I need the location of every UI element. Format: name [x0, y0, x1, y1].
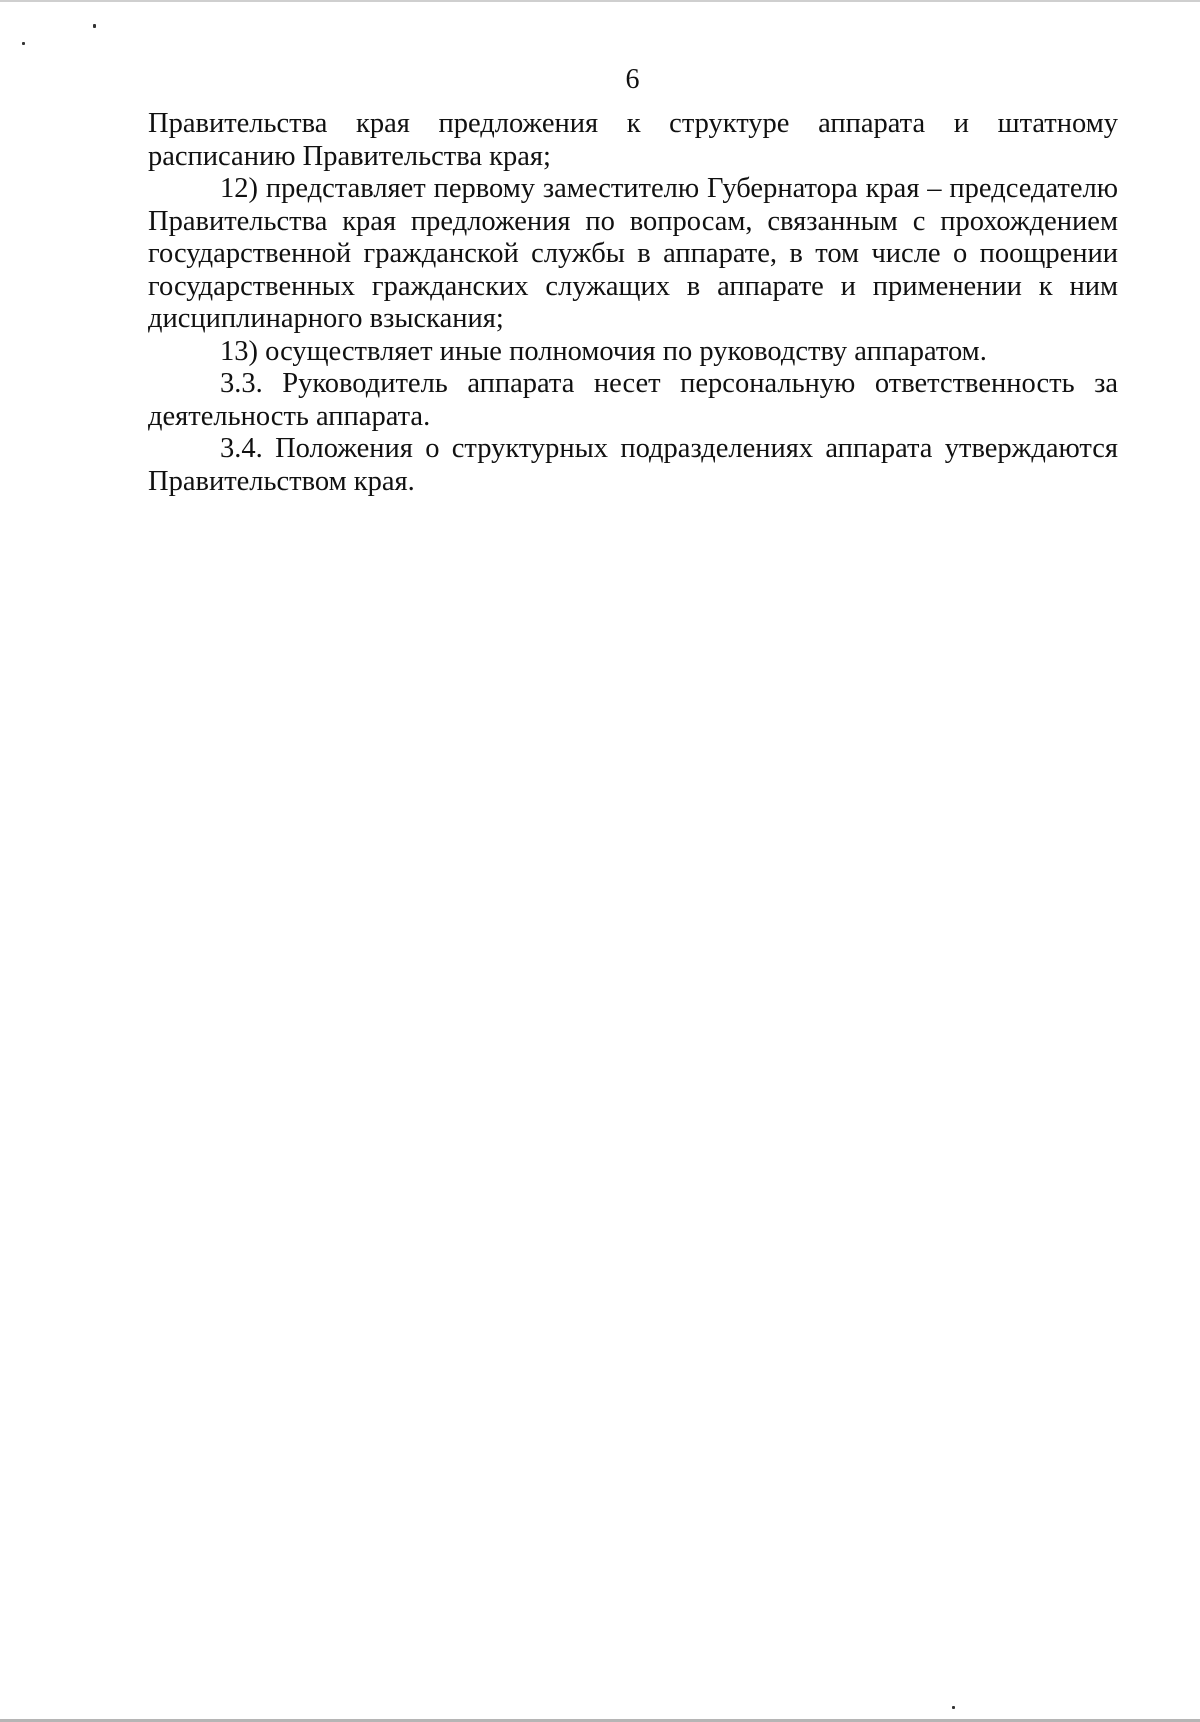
paragraph-item-12: 12) представляет первому заместителю Губернатора края – председателю Правительства края предложения по вопросам, связанным с прохождением государственной гражданской службы в аппарате, в том числе о поощрении государственных гражданских служащих в аппарате и применении к ним дисциплинарного взыскания;: [148, 173, 1118, 334]
page-number: 6: [625, 64, 640, 95]
paragraph-3-3: 3.3. Руководитель аппарата несет персональную ответственность за деятельность аппарата.: [148, 368, 1118, 432]
document-body: [148, 108, 1118, 498]
scan-speck: [93, 24, 96, 28]
paragraph-3-4: 3.4. Положения о структурных подразделениях аппарата утверждаются Правительством края.: [148, 433, 1118, 497]
scan-speck: [22, 42, 25, 45]
scan-speck: [952, 1706, 955, 1709]
paragraph-item-13: 13) осуществляет иные полномочия по руководству аппаратом.: [220, 335, 987, 367]
scan-edge-top: [0, 0, 1200, 2]
paragraph-continuation: Правительства края предложения к структуре аппарата и штатному расписанию Правительства края;: [148, 108, 1118, 172]
